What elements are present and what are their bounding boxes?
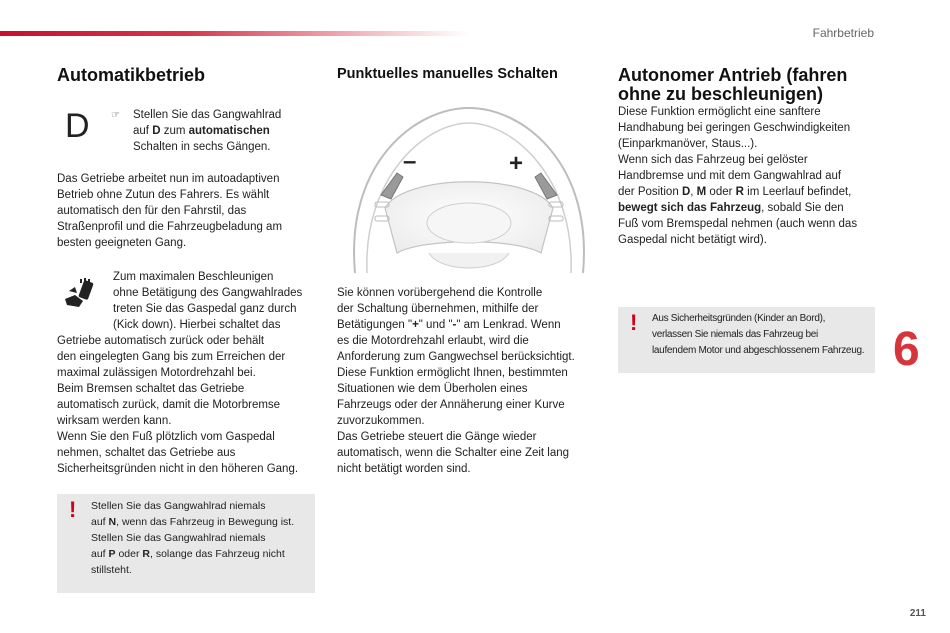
- section-title: Automatikbetrieb: [57, 65, 206, 85]
- kickdown-block: [57, 269, 317, 333]
- foot-pedal-icon: [63, 277, 97, 311]
- warning-text: Stellen Sie das Gangwahlrad niemals auf N, wenn das Fahrzeug in Bewegung ist. Stellen Sie das Gangwahlrad niemals auf P oder R, solange das Fahrzeug nicht stillsteht.: [91, 500, 295, 576]
- steering-wheel-paddles-illustration: [345, 103, 593, 278]
- paragraph-autoadaptive: Das Getriebe arbeitet nun im autoadaptiven Betrieb ohne Zutun des Fahrers. Es wählt automatisch den für den Fahrstil, das Straßenprofil und die Fahrzeugbeladung am besten geeigneten Gang.: [57, 172, 283, 249]
- column-automatikbetrieb: [57, 60, 317, 477]
- column-autonomous-drive: [618, 60, 878, 248]
- gear-letter: D: [65, 106, 90, 145]
- paragraph-shifting: Getriebe automatisch zurück oder behält den eingelegten Gang bis zum Erreichen der maximal zulässigen Motordrehzahl bei. Beim Bremsen schaltet das Getriebe automatisch zurück, damit die Motorbremse wirksam werden kann. Wenn Sie den Fuß plötzlich vom Gaspedal nehmen, schaltet das Getriebe aus Sicherheitsgründen nicht in den höheren Gang.: [57, 334, 299, 475]
- plus-paddle-label: +: [509, 150, 524, 177]
- warning-box-gear-selector: [57, 494, 315, 593]
- exclamation-icon: !: [69, 497, 77, 522]
- autonomous-drive-text: Diese Funktion ermöglicht eine sanftere Handhabung bei geringen Geschwindigkeiten (Einparkmanöver, Staus...). Wenn sich das Fahrzeug bei gelöster Handbremse und mit dem Gangwahlrad auf der Position D, M oder R im Leerlauf befindet, bewegt sich das Fahrzeug, sobald Sie den Fuß vom Bremspedal nehmen (auch wenn das Gaspedal nicht betätigt wird).: [618, 105, 858, 246]
- exclamation-icon: !: [630, 310, 638, 335]
- section-header: Fahrbetrieb: [812, 26, 874, 40]
- page-number: 211: [909, 608, 926, 619]
- section-title: Punktuelles manuelles Schalten: [337, 66, 558, 82]
- header-accent-bar: [0, 31, 470, 36]
- warning-text: Aus Sicherheitsgründen (Kinder an Bord), verlassen Sie niemals das Fahrzeug bei laufendem Motor und abgeschlossenem Fahrzeug.: [652, 313, 865, 356]
- gear-d-instruction: [57, 107, 317, 163]
- chapter-number: 6: [893, 323, 920, 376]
- column-manual-shifting: [337, 60, 597, 82]
- minus-paddle-label: –: [403, 148, 417, 175]
- kickdown-text: Zum maximalen Beschleunigen ohne Betätigung des Gangwahlrades treten Sie das Gaspedal ganz durch (Kick down). Hierbei schaltet das: [113, 270, 303, 331]
- warning-box-children: [618, 307, 875, 373]
- section-title: Autonomer Antrieb (fahren ohne zu beschleunigen): [618, 65, 848, 104]
- gear-instruction-text: Stellen Sie das Gangwahlrad auf D zum automatischen Schalten in sechs Gängen.: [133, 108, 282, 153]
- manual-shifting-text: Sie können vorübergehend die Kontrolle der Schaltung übernehmen, mithilfe der Betätigungen "+" und "-" am Lenkrad. Wenn es die Motordrehzahl erlaubt, wird die Anforderung zum Gangwechsel berücksichtigt. Diese Funktion ermöglicht Ihnen, bestimmten Situationen wie dem Überholen eines Fahrzeugs oder der Annäherung einer Kurve zuvorzukommen. Das Getriebe steuert die Gänge wieder automatisch, wenn die Schalter eine Zeit lang nicht betätigt worden sind.: [337, 287, 575, 475]
- pointer-hand-icon: ☞: [111, 109, 120, 121]
